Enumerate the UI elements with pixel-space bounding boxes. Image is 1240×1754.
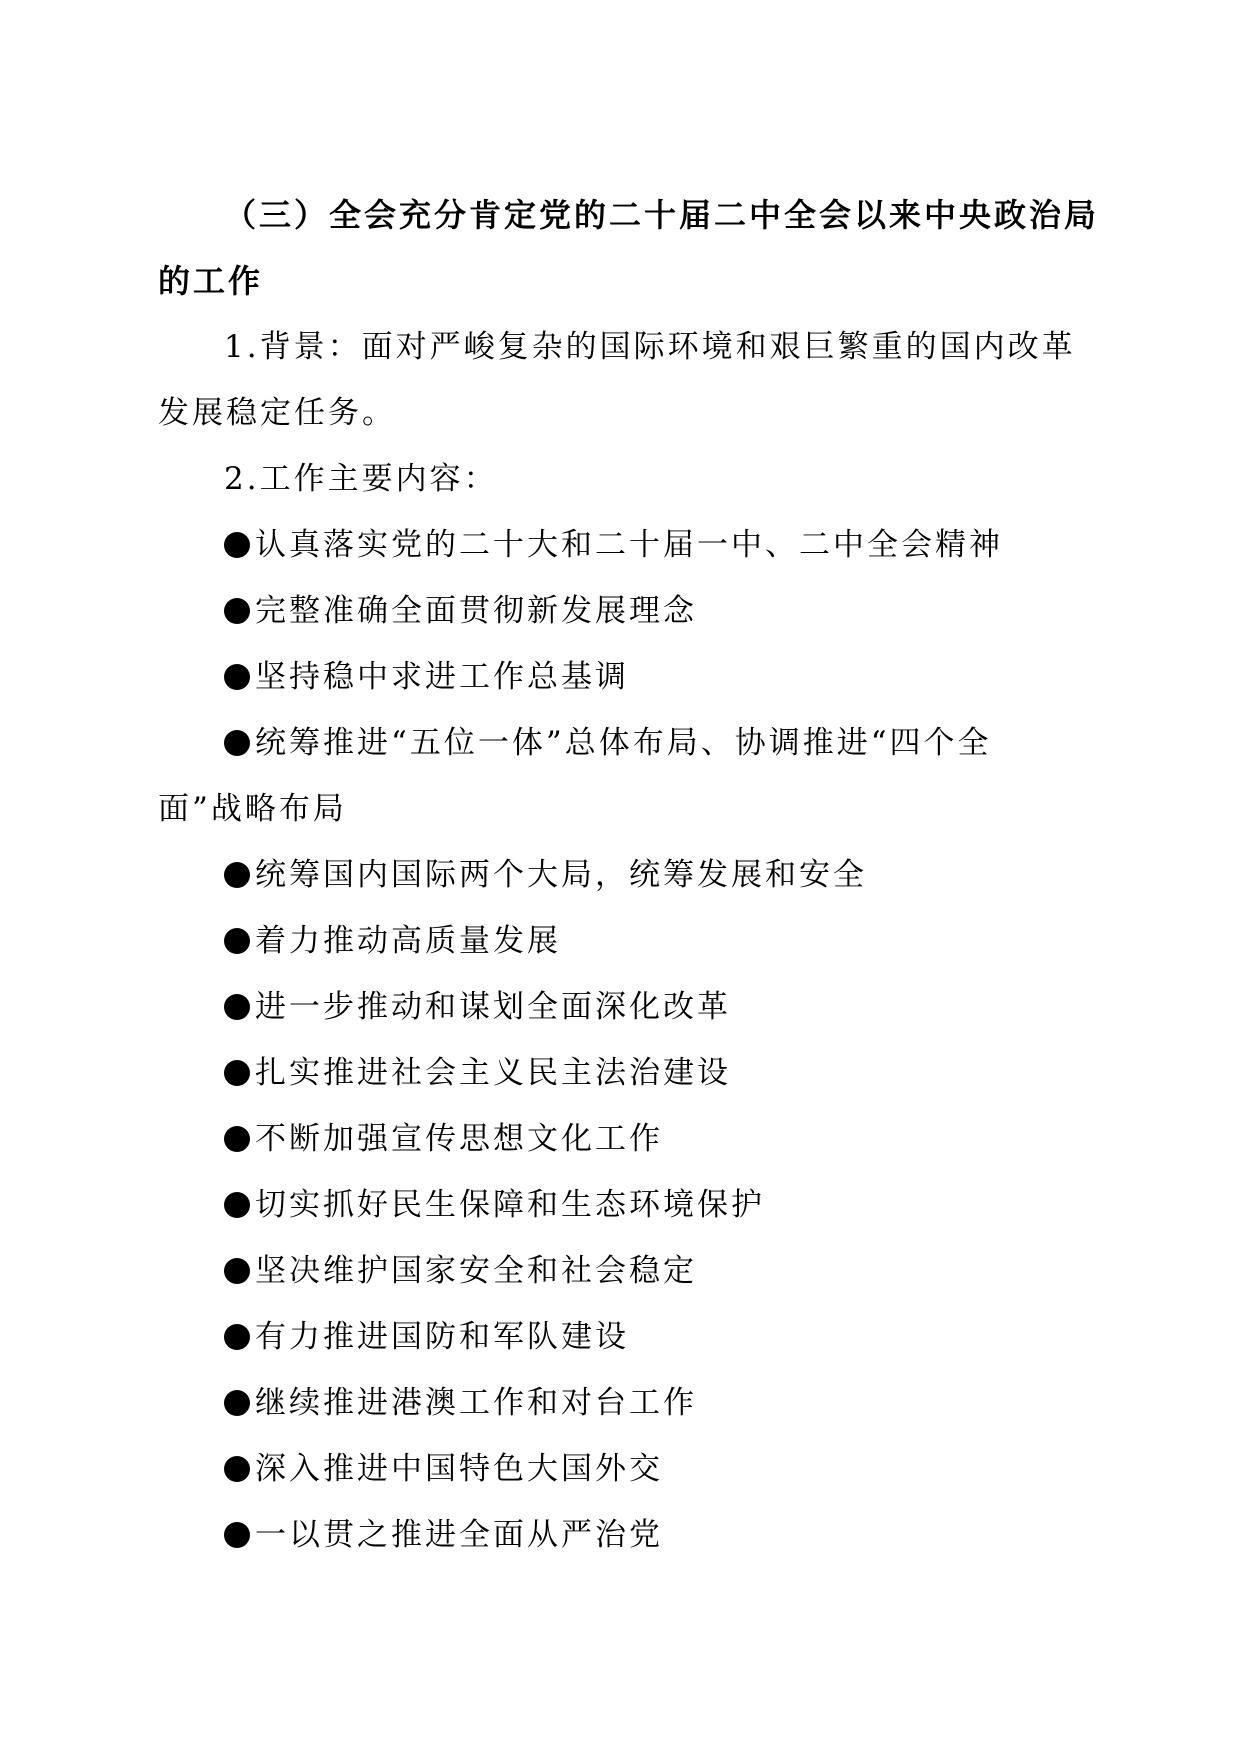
bullet-icon xyxy=(224,1522,250,1548)
list-item xyxy=(158,578,1080,644)
list-item-text: 一以贯之推进全面从严治党 xyxy=(255,1517,663,1553)
bullet-icon xyxy=(224,1126,250,1152)
list-item-text: 不断加强宣传思想文化工作 xyxy=(255,1121,663,1157)
bullet-icon xyxy=(224,532,250,558)
background-paragraph-continued: 发展稳定任务。 xyxy=(158,395,396,431)
list-item xyxy=(158,974,1080,1040)
bullet-icon xyxy=(224,1258,250,1284)
list-item xyxy=(158,1238,1080,1304)
bullet-icon xyxy=(224,928,250,954)
list-item xyxy=(158,1304,1080,1370)
bullet-icon xyxy=(224,1390,250,1416)
bullet-icon xyxy=(224,1456,250,1482)
list-item-continuation: 面”战略布局 xyxy=(158,791,347,827)
list-item xyxy=(158,1040,1080,1106)
list-item xyxy=(158,908,1080,974)
list-item xyxy=(158,644,1080,710)
list-item-text: 继续推进港澳工作和对台工作 xyxy=(255,1385,697,1421)
list-item xyxy=(158,1106,1080,1172)
list-item-text: 认真落实党的二十大和二十届一中、二中全会精神 xyxy=(255,527,1003,563)
list-item-text: 深入推进中国特色大国外交 xyxy=(255,1451,663,1487)
list-item-text: 进一步推动和谋划全面深化改革 xyxy=(255,989,731,1025)
document-body xyxy=(158,182,1100,1568)
list-item-text: 坚持稳中求进工作总基调 xyxy=(255,659,629,695)
list-item-text: 切实抓好民生保障和生态环境保护 xyxy=(255,1187,765,1223)
list-item xyxy=(158,842,1080,908)
list-item-text: 扎实推进社会主义民主法治建设 xyxy=(255,1055,731,1091)
bullet-icon xyxy=(224,1324,250,1350)
list-item xyxy=(158,1502,1080,1568)
bullet-icon xyxy=(224,664,250,690)
list-item-text: 统筹国内国际两个大局，统筹发展和安全 xyxy=(255,857,867,893)
work-content-label: 2.工作主要内容： xyxy=(224,461,498,497)
section-heading-continued: 的工作 xyxy=(158,262,264,300)
list-item-text: 完整准确全面贯彻新发展理念 xyxy=(255,593,697,629)
list-item xyxy=(158,1436,1080,1502)
list-item xyxy=(158,1370,1080,1436)
bullet-icon xyxy=(224,994,250,1020)
list-item-text: 统筹推进“五位一体”总体布局、协调推进“四个全 xyxy=(255,725,992,761)
list-item-text: 坚决维护国家安全和社会稳定 xyxy=(255,1253,697,1289)
bullet-icon xyxy=(224,862,250,888)
background-paragraph: 1.背景：面对严峻复杂的国际环境和艰巨繁重的国内改革 xyxy=(224,329,1076,365)
list-item-text: 有力推进国防和军队建设 xyxy=(255,1319,629,1355)
list-item xyxy=(158,512,1080,578)
bullet-icon xyxy=(224,730,250,756)
bullet-icon xyxy=(224,1060,250,1086)
list-item-first-line xyxy=(158,710,1080,776)
bullet-icon xyxy=(224,1192,250,1218)
list-item-text: 着力推动高质量发展 xyxy=(255,923,561,959)
section-heading: （三）全会充分肯定党的二十届二中全会以来中央政治局 xyxy=(224,196,1100,234)
list-item xyxy=(158,1172,1080,1238)
bullet-icon xyxy=(224,598,250,624)
list-item xyxy=(158,710,1080,842)
